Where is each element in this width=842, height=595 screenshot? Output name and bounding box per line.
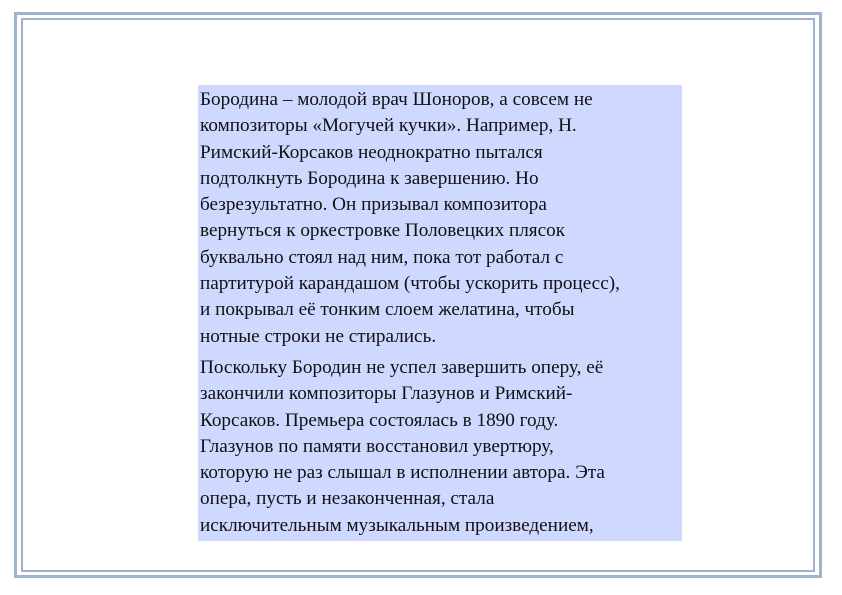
paragraph-2: Поскольку Бородин не успел завершить оперу, её закончили композиторы Глазунов и Римский- Корсаков. Премьера состоялась в 1890 году. Глазунов по памяти восстановил увертюру, которую не раз слышал в исполнении автора. Эта опера, пусть и незаконченная, стала исключительным музыкальным произведением, xyxy=(200,356,605,536)
text-box xyxy=(198,85,682,541)
paragraph-1: Бородина – молодой врач Шоноров, а совсем не композиторы «Могучей кучки». Например, Н. Римский-Корсаков неоднократно пытался подтолкнуть Бородина к завершению. Но безрезультатно. Он призывал композитора вернуться к оркестровке Половецких плясок буквально стоял над ним, пока тот работал с партитурой карандашом (чтобы ускорить процесс), и покрывал её тонким слоем желатина, чтобы нотные строки не стирались. xyxy=(200,89,620,347)
